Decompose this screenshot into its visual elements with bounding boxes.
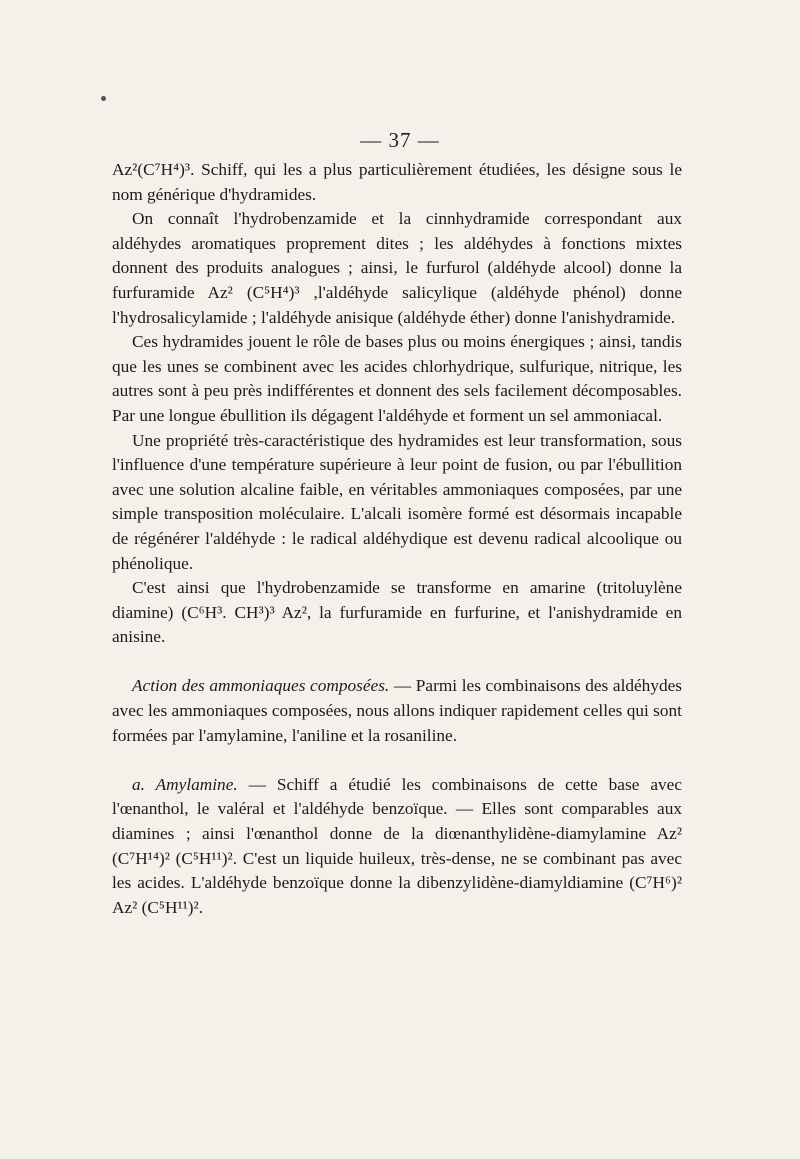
- page-number: — 37 —: [360, 128, 440, 152]
- section-amylamine-heading: a. Amylamine.: [132, 774, 238, 794]
- section-action-body: — Parmi les combinaisons des aldéhydes avec les ammoniaques composées, nous allons indiquer rapidement celles qui sont formées par l'amylamine, l'aniline et la rosaniline.: [112, 676, 682, 745]
- body-text: [112, 158, 682, 920]
- paragraph-1: Az²(C⁷H⁴)³. Schiff, qui les a plus particulièrement étudiées, les désigne sous le nom générique d'hydramides.: [112, 160, 682, 204]
- section-action-heading: Action des ammoniaques composées.: [132, 676, 390, 696]
- paragraph-2: On connaît l'hydrobenzamide et la cinnhydramide correspondant aux aldéhydes aromatiques proprement dites ; les aldéhydes à fonctions mixtes donnent des produits analogues ; ainsi, le furfurol (aldéhyde alcool) donne la furfuramide Az² (C⁵H⁴)³ ,l'aldéhyde salicylique (aldéhyde phénol) donne l'hydrosalicylamide ; l'aldéhyde anisique (aldéhyde éther) donne l'anishydramide.: [112, 209, 682, 327]
- section-amylamine-body: — Schiff a étudié les combinaisons de cette base avec l'œnanthol, le valéral et l'aldéhyde benzoïque. — Elles sont comparables aux diamines ; ainsi l'œnanthol donne de la diœnanthylidène-diamylamine Az² (C⁷H¹⁴)² (C⁵H¹¹)². C'est un liquide huileux, très-dense, ne se combinant pas avec les acides. L'aldéhyde benzoïque donne la dibenzylidène-diamyldiamine (C⁷H⁶)² Az² (C⁵H¹¹)².: [112, 774, 682, 917]
- paragraph-3: Ces hydramides jouent le rôle de bases plus ou moins énergiques ; ainsi, tandis que les unes se combinent avec les acides chlorhydrique, sulfurique, nitrique, les autres sont à peu près indifférentes et donnent des sels facilement décomposables. Par une longue ébullition ils dégagent l'aldéhyde et forment un sel ammoniacal.: [112, 332, 682, 425]
- paragraph-4: Une propriété très-caractéristique des hydramides est leur transformation, sous l'influence d'une température supérieure à leur point de fusion, ou par l'ébullition avec une solution alcaline faible, en véritables ammoniaques composées, par une simple transposition moléculaire. L'alcali isomère formé est désormais incapable de régénérer l'aldéhyde : le radical aldéhydique est devenu radical alcoolique ou phénolique.: [112, 430, 682, 573]
- ink-speck: [101, 96, 106, 101]
- paragraph-5: C'est ainsi que l'hydrobenzamide se transforme en amarine (tritoluylène diamine) (C⁶H³. CH³)³ Az², la furfuramide en furfurine, et l'anishydramide en anisine.: [112, 578, 682, 647]
- section-amylamine-paragraph: [112, 773, 682, 921]
- section-action-paragraph: [112, 674, 682, 748]
